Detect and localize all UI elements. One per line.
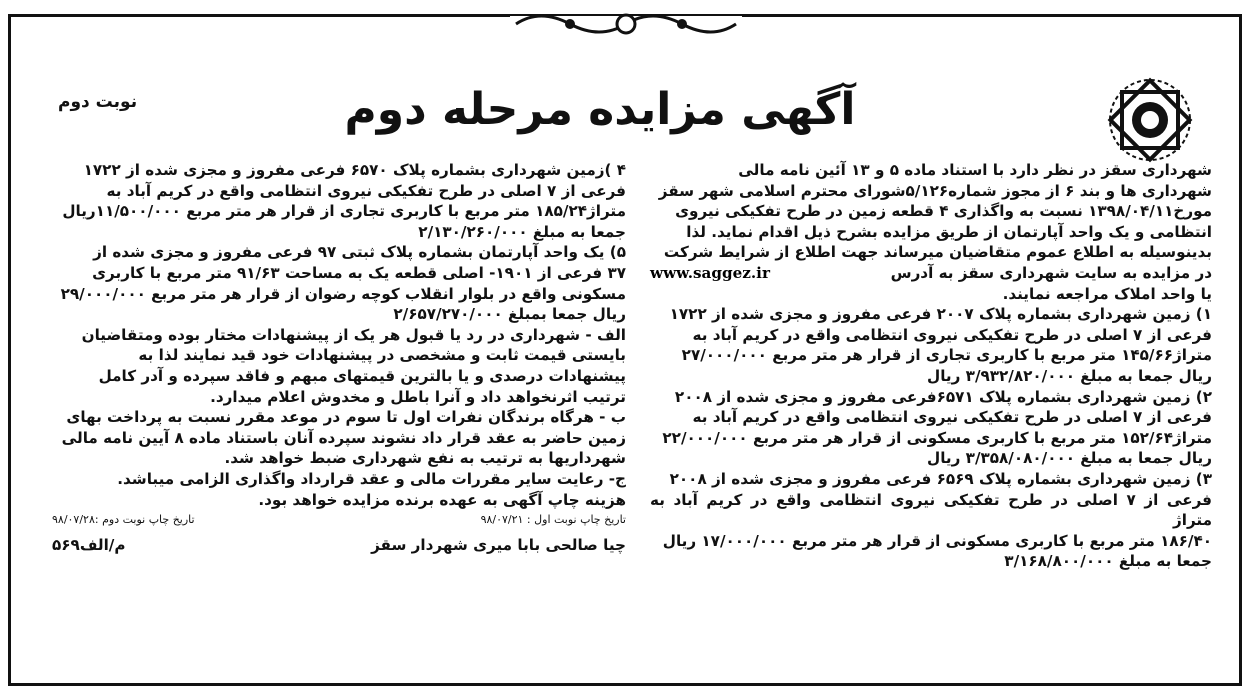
item-line: ۵) یک واحد آپارتمان بشماره پلاک ثبتی ۹۷ فرعی مفروز و مجزی شده از <box>93 243 626 262</box>
condition-line: هزینه چاپ آگهی به عهده برنده مزایده خواهد بود. <box>258 490 626 509</box>
item-line: مسکونی واقع در بلوار انقلاب کوچه رضوان از قرار هر متر مربع ۲۹/۰۰۰/۰۰۰ <box>60 284 626 303</box>
intro-end: یا واحد املاک مراجعه نمایند. <box>1002 284 1212 303</box>
item-line: جمعا به مبلغ ۳/۱۶۸/۸۰۰/۰۰۰ <box>1004 552 1212 571</box>
item-line: ۳) زمین شهرداری بشماره پلاک ۶۵۶۹ فرعی مفروز و مجزی شده از ۲۰۰۸ <box>669 469 1212 488</box>
item-line: ۴ )زمین شهرداری بشماره پلاک ۶۵۷۰ فرعی مفروز و مجزی شده از ۱۷۲۲ <box>83 161 626 179</box>
condition-line: ترتیب اثرنخواهد داد و آنرا باطل و مخدوش اعلام میدارد. <box>210 387 626 406</box>
ad-code: م/الف۵۶۹ <box>52 535 126 554</box>
condition-line: شهرداریها به ترتیب به نفع شهرداری ضبط خواهد شد. <box>224 449 626 468</box>
condition-line: زمین حاضر به عقد قرار داد نشوند سپرده آنان باستناد ماده ۸ آیین نامه مالی <box>61 428 626 447</box>
item-line: ۱) زمین شهرداری بشماره پلاک ۲۰۰۷ فرعی مفروز و مجزی شده از ۱۷۲۲ <box>669 305 1212 324</box>
signature-row <box>52 535 626 556</box>
second-print-date: تاریخ چاپ نوبت دوم :۹۸/۰۷/۲۸ <box>52 513 195 527</box>
condition-line: بایستی قیمت ثابت و مشخصی در پیشنهادات خود قید نمایند لذا به <box>138 346 626 365</box>
page-title: آگهی مزایده مرحله دوم <box>344 84 856 135</box>
condition-line: ج- رعایت سایر مقررات مالی و عقد قرارداد واگذاری الزامی میباشد. <box>117 469 626 488</box>
print-dates <box>52 510 626 531</box>
round-label: نوبت دوم <box>58 92 138 112</box>
item-line: متراژ۱۸۵/۲۴ متر مربع با کاربری تجاری از قرار هر متر مربع ۱۱/۵۰۰/۰۰۰ریال <box>62 202 626 221</box>
item-line: فرعی از ۷ اصلی در طرح تفکیکی نیروی انتظامی واقع در کریم آباد به <box>692 325 1212 344</box>
item-line: ۱۸۶/۴۰ متر مربع با کاربری مسکونی از قرار هر متر مربع ۱۷/۰۰۰/۰۰۰ ریال <box>662 531 1212 550</box>
intro-text: در مزایده به سایت شهرداری سقز به آدرس <box>890 263 1212 282</box>
ornament-icon <box>510 4 742 44</box>
item-line: ریال جمعا به مبلغ ۳/۳۵۸/۰۸۰/۰۰۰ ریال <box>927 449 1212 468</box>
right-column <box>650 160 1212 572</box>
website-link[interactable]: www.saggez.ir <box>650 263 770 282</box>
item-line: ۳۷ فرعی از ۱۹۰۱- اصلی قطعه یک به مساحت ۹۱/۶۳ متر مربع با کاربری <box>92 263 626 282</box>
municipality-logo-icon <box>1100 70 1200 170</box>
first-print-date: تاریخ چاپ نوبت اول : ۹۸/۰۷/۲۱ <box>480 513 626 527</box>
intro-line: مورخ۱۳۹۸/۰۴/۱۱ نسبت به واگذاری ۴ قطعه زمین در طرح تفکیکی نیروی <box>675 202 1212 221</box>
item-line: ریال جمعا به مبلغ ۳/۹۳۲/۸۲۰/۰۰۰ ریال <box>927 366 1212 385</box>
item-line: ریال جمعا بمبلغ ۲/۶۵۷/۲۷۰/۰۰۰ <box>393 305 626 324</box>
condition-line: پیشنهادات درصدی و یا بالترین قیمتهای مبهم و فاقد سپرده و آدر کامل <box>98 366 626 385</box>
item-line: فرعی از ۷ اصلی در طرح تفکیکی نیروی انتظامی واقع در کریم آباد به <box>106 181 626 200</box>
item-line: متراژ۱۴۵/۶۶ متر مربع با کاربری تجاری از قرار هر متر مربع ۲۷/۰۰۰/۰۰۰ <box>681 346 1212 365</box>
intro-line: شهرداری سقز در نظر دارد با استناد ماده ۵ و ۱۳ آئین نامه مالی <box>738 161 1212 179</box>
item-line: ۲) زمین شهرداری بشماره پلاک ۶۵۷۱فرعی مفروز و مجزی شده از ۲۰۰۸ <box>674 387 1212 406</box>
intro-line <box>650 263 1212 284</box>
intro-line: انتظامی و یک واحد آپارتمان از طریق مزایده بشرح ذیل اقدام نماید. لذا <box>686 222 1212 241</box>
signature: چیا صالحی بابا میری شهردار سقز <box>371 535 626 554</box>
intro-line: شهرداری ها و بند ۶ از مجوز شماره۵/۱۲۶شورای محترم اسلامی شهر سقز <box>658 181 1212 200</box>
item-line: فرعی از ۷ اصلی در طرح تفکیکی نیروی انتظامی واقع در کریم آباد به <box>692 408 1212 427</box>
left-column <box>52 160 626 555</box>
item-line: فرعی از ۷ اصلی در طرح تفکیکی نیروی انتظامی واقع در کریم آباد به متراژ <box>650 490 1212 530</box>
item-line: متراژ۱۵۲/۶۴ متر مربع با کاربری مسکونی از قرار هر متر مربع ۲۲/۰۰۰/۰۰۰ <box>662 428 1212 447</box>
condition-line: ب - هرگاه برندگان نفرات اول تا سوم در موعد مقرر نسبت به پرداخت بهای <box>66 408 626 427</box>
intro-line: بدینوسیله به اطلاع عموم متقاضیان میرساند جهت اطلاع از شرایط شرکت <box>663 243 1212 262</box>
item-line: جمعا به مبلغ ۲/۱۳۰/۲۶۰/۰۰۰ <box>418 222 626 241</box>
condition-line: الف - شهرداری در رد یا قبول هر یک از پیشنهادات مختار بوده ومتقاضیان <box>81 325 626 344</box>
